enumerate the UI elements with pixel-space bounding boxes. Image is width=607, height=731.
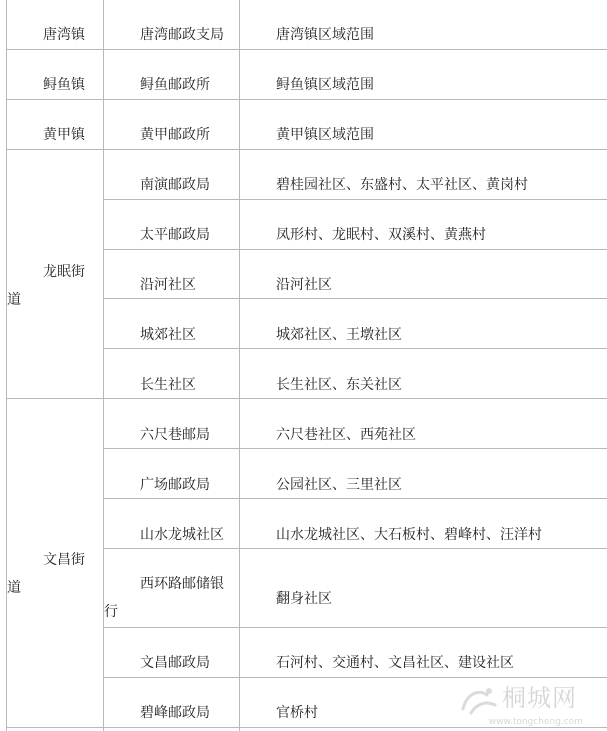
h-rule-g1-4 [103,348,607,349]
office-cell: 长生社区 [140,377,196,393]
office-cell: 黄甲邮政所 [140,127,210,143]
scope-cell: 鲟鱼镇区域范围 [276,77,374,93]
scope-cell: 沿河社区 [276,277,332,293]
h-rule-g1-3 [103,298,607,299]
scope-cell: 六尺巷社区、西苑社区 [276,427,416,443]
office-cell: 文昌邮政局 [140,655,210,671]
scope-cell: 城郊社区、王墩社区 [276,327,402,343]
scope-cell: 黄甲镇区域范围 [276,127,374,143]
scope-cell: 唐湾镇区域范围 [276,27,374,43]
h-rule-top-2 [6,99,607,100]
h-rule-top-3 [6,149,607,150]
watermark-logo-icon [457,683,499,717]
scope-cell: 石河村、交通村、文昌社区、建设社区 [276,655,514,671]
office-cell: 太平邮政局 [140,227,210,243]
h-rule-mid [6,398,607,399]
office-cell: 沿河社区 [140,277,196,293]
area-cell-line2: 道 [7,580,21,596]
office-cell: 南演邮政局 [140,177,210,193]
v-rule-left [6,0,7,731]
office-cell: 山水龙城社区 [140,527,224,543]
area-cell: 黄甲镇 [43,127,85,143]
area-cell-line2: 道 [7,292,21,308]
area-cell: 唐湾镇 [43,27,85,43]
v-rule-office [239,0,240,731]
h-rule-g2-3 [103,548,607,549]
v-rule-area [103,0,104,731]
office-cell: 城郊社区 [140,327,196,343]
office-cell: 鲟鱼邮政所 [140,77,210,93]
watermark-text: 桐城网 [502,684,577,712]
office-cell: 碧峰邮政局 [140,705,210,721]
office-cell: 广场邮政局 [140,477,210,493]
area-cell-line1: 文昌街 [43,552,85,568]
office-cell: 六尺巷邮局 [140,427,210,443]
h-rule-g1-2 [103,249,607,250]
scope-cell: 碧桂园社区、东盛村、太平社区、黄岗村 [276,177,528,193]
office-cell-line2: 行 [104,604,118,620]
watermark [437,671,607,731]
scope-cell: 长生社区、东关社区 [276,377,402,393]
area-cell-line1: 龙眠街 [43,264,85,280]
h-rule-g1-1 [103,199,607,200]
scope-cell: 翻身社区 [276,591,332,607]
scope-cell: 山水龙城社区、大石板村、碧峰村、汪洋村 [276,527,542,543]
h-rule-g2-2 [103,498,607,499]
scope-cell: 公园社区、三里社区 [276,477,402,493]
scope-cell: 官桥村 [276,705,318,721]
h-rule-top-1 [6,49,607,50]
office-cell: 唐湾邮政支局 [140,27,224,43]
watermark-url: www.tongcheng.com [488,717,583,727]
h-rule-g2-4 [103,627,607,628]
area-cell: 鲟鱼镇 [43,77,85,93]
scope-cell: 凤形村、龙眠村、双溪村、黄燕村 [276,227,486,243]
h-rule-g2-1 [103,448,607,449]
office-cell-line1: 西环路邮储银 [140,576,224,592]
